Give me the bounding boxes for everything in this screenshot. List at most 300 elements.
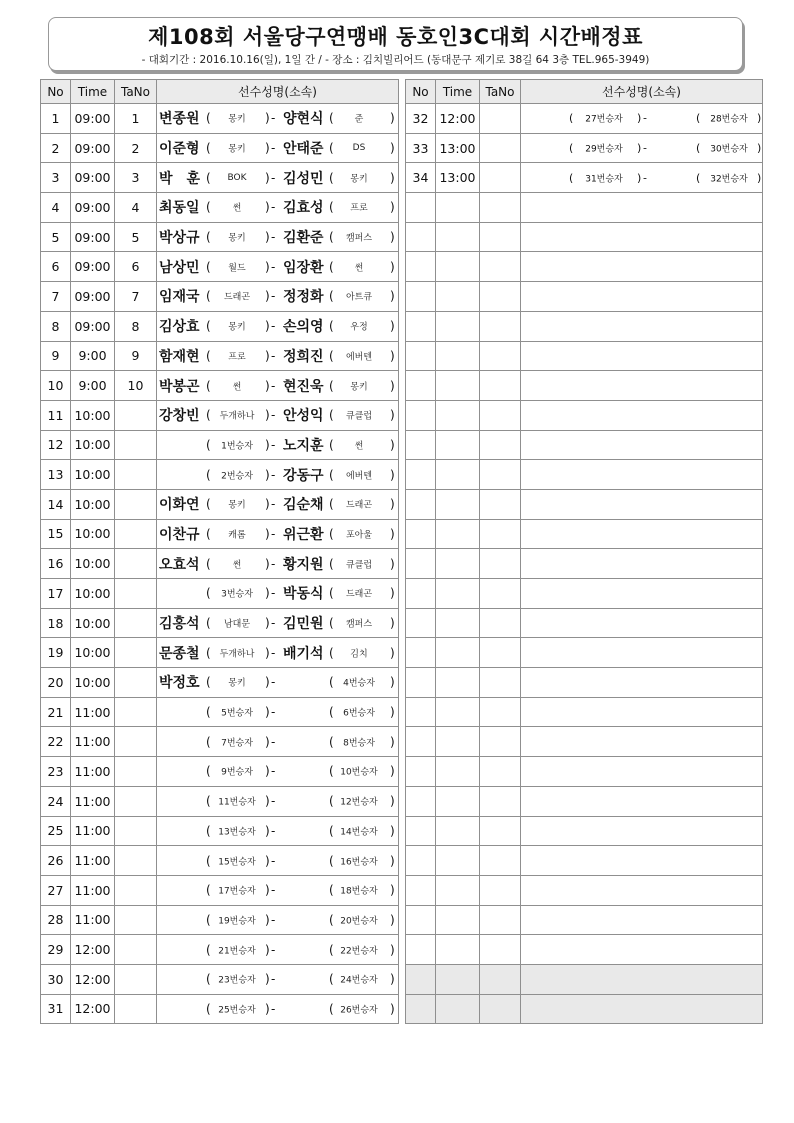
paren-close: ) — [637, 141, 642, 155]
cell-tano — [115, 579, 157, 609]
player2-name: 손의영 — [283, 319, 324, 336]
cell-tano — [480, 193, 521, 223]
player2-club: 12번승자 — [340, 797, 378, 808]
player1-club: 5번승자 — [221, 708, 253, 719]
paren-open: ( — [206, 259, 211, 274]
cell-no: 16 — [41, 549, 71, 579]
table-row — [41, 341, 399, 371]
cell-no: 9 — [41, 341, 71, 371]
vs-dash: - — [271, 467, 276, 482]
player1-club: 두개하나 — [219, 649, 255, 660]
paren-open: ( — [329, 853, 334, 868]
cell-players — [521, 935, 763, 965]
paren-open: ( — [206, 556, 211, 571]
match-pair — [157, 847, 398, 875]
cell-players — [157, 875, 399, 905]
cell-players — [157, 905, 399, 935]
cell-no: 6 — [41, 252, 71, 282]
table-row — [41, 371, 399, 401]
player1-club: 두개하나 — [219, 411, 255, 422]
player1-club: 29번승자 — [585, 144, 623, 155]
paren-open: ( — [206, 378, 211, 393]
cell-players — [521, 519, 763, 549]
player1-club: 몽키 — [228, 322, 246, 333]
cell-no — [406, 282, 436, 312]
player2-name: 김민원 — [283, 616, 324, 633]
cell-time: 12:00 — [71, 964, 115, 994]
player1-name: 함재현 — [159, 348, 200, 365]
cell-tano — [480, 668, 521, 698]
cell-tano — [480, 489, 521, 519]
paren-close: ) — [265, 794, 270, 809]
paren-open: ( — [206, 675, 211, 690]
cell-no — [406, 994, 436, 1024]
paren-close: ) — [265, 170, 270, 185]
player2-name: 김성민 — [283, 170, 324, 187]
cell-time: 11:00 — [71, 816, 115, 846]
match-pair — [521, 164, 762, 192]
player2-club: 드래곤 — [345, 500, 373, 511]
cell-time — [436, 222, 480, 252]
cell-no: 21 — [41, 697, 71, 727]
cell-no — [406, 311, 436, 341]
cell-time — [436, 875, 480, 905]
paren-open: ( — [206, 141, 211, 156]
vs-dash: - — [271, 378, 276, 393]
cell-tano — [480, 133, 521, 163]
paren-close: ) — [265, 823, 270, 838]
cell-time — [436, 311, 480, 341]
paren-open: ( — [206, 467, 211, 482]
vs-dash: - — [271, 259, 276, 274]
cell-tano — [480, 549, 521, 579]
cell-time — [436, 252, 480, 282]
table-row — [41, 311, 399, 341]
cell-time — [436, 549, 480, 579]
paren-close: ) — [390, 467, 395, 482]
cell-players — [157, 935, 399, 965]
player1-club: 11번승자 — [218, 797, 256, 808]
empty-row — [406, 430, 763, 460]
cell-players — [157, 104, 399, 134]
table-row — [41, 846, 399, 876]
match-pair — [157, 372, 398, 400]
paren-close: ) — [390, 200, 395, 215]
paren-open: ( — [206, 942, 211, 957]
player2-club: 프로 — [350, 203, 368, 214]
player1-club: 7번승자 — [221, 738, 253, 749]
player1-club: 남대문 — [223, 619, 251, 630]
col-header-no: No — [406, 80, 436, 104]
paren-close: ) — [265, 467, 270, 482]
cell-no: 31 — [41, 994, 71, 1024]
cell-players — [157, 489, 399, 519]
player1-name: 최동일 — [159, 200, 200, 217]
cell-time: 10:00 — [71, 549, 115, 579]
paren-close: ) — [390, 794, 395, 809]
cell-tano — [480, 905, 521, 935]
table-row — [41, 935, 399, 965]
match-pair — [157, 728, 398, 756]
paren-close: ) — [265, 764, 270, 779]
cell-players — [521, 311, 763, 341]
player1-name: 임재국 — [159, 289, 200, 306]
match-pair — [157, 282, 398, 310]
player2-name: 김순채 — [283, 497, 324, 514]
paren-close: ) — [265, 526, 270, 541]
paren-close: ) — [265, 348, 270, 363]
cell-tano — [480, 727, 521, 757]
cell-time: 9:00 — [71, 371, 115, 401]
player2-club: 몽키 — [350, 174, 368, 185]
cell-players — [521, 579, 763, 609]
cell-players — [157, 519, 399, 549]
player1-club: 몽키 — [228, 144, 246, 155]
cell-no: 4 — [41, 193, 71, 223]
player1-club: 캐롬 — [228, 530, 246, 541]
paren-open: ( — [329, 794, 334, 809]
player2-name: 박동식 — [283, 586, 324, 603]
paren-open: ( — [329, 348, 334, 363]
match-pair — [157, 134, 398, 162]
paren-close: ) — [265, 556, 270, 571]
cell-time: 9:00 — [71, 341, 115, 371]
player2-club: 큐클럽 — [345, 411, 373, 422]
cell-no: 13 — [41, 460, 71, 490]
paren-close: ) — [390, 437, 395, 452]
player2-name: 현진욱 — [283, 378, 324, 395]
paren-close: ) — [637, 171, 642, 185]
col-header-players: 선수성명(소속) — [521, 80, 763, 104]
cell-no: 25 — [41, 816, 71, 846]
cell-players — [157, 133, 399, 163]
vs-dash: - — [271, 616, 276, 631]
vs-dash: - — [271, 645, 276, 660]
cell-players — [157, 638, 399, 668]
table-row — [41, 430, 399, 460]
player2-club: 몽키 — [350, 382, 368, 393]
paren-close: ) — [390, 408, 395, 423]
cell-no — [406, 549, 436, 579]
cell-players — [157, 371, 399, 401]
table-row — [41, 608, 399, 638]
player2-club: 캠퍼스 — [345, 233, 373, 244]
cell-time: 10:00 — [71, 489, 115, 519]
paren-close: ) — [390, 319, 395, 334]
match-pair — [157, 579, 398, 607]
cell-time — [436, 727, 480, 757]
paren-open: ( — [329, 230, 334, 245]
vs-dash: - — [643, 171, 647, 185]
cell-players — [157, 757, 399, 787]
player1-name: 이화연 — [159, 497, 200, 514]
cell-time — [436, 608, 480, 638]
paren-close: ) — [390, 734, 395, 749]
cell-time — [436, 193, 480, 223]
cell-tano — [480, 579, 521, 609]
match-pair — [157, 193, 398, 221]
player2-name: 위근환 — [283, 526, 324, 543]
table-row — [41, 133, 399, 163]
document-subtitle: - 대회기간 : 2016.10.16(일), 1일 간 / - 장소 : 김치빌리어드 (동대문구 제기로 38길 64 3층 TEL.965-3949) — [141, 54, 650, 66]
paren-close: ) — [265, 883, 270, 898]
empty-row — [406, 964, 763, 994]
player2-club: 우정 — [350, 322, 368, 333]
vs-dash: - — [643, 141, 647, 155]
match-pair — [157, 550, 398, 578]
cell-time — [436, 638, 480, 668]
cell-time — [436, 816, 480, 846]
title-box — [48, 17, 743, 71]
cell-players — [521, 371, 763, 401]
cell-players — [157, 430, 399, 460]
match-pair — [157, 787, 398, 815]
table-row — [406, 133, 763, 163]
cell-players — [521, 786, 763, 816]
cell-tano — [480, 697, 521, 727]
paren-close: ) — [265, 497, 270, 512]
cell-players — [521, 252, 763, 282]
cell-time — [436, 846, 480, 876]
vs-dash: - — [271, 853, 276, 868]
cell-no — [406, 935, 436, 965]
cell-tano — [480, 341, 521, 371]
cell-tano — [480, 935, 521, 965]
empty-row — [406, 489, 763, 519]
paren-close: ) — [265, 705, 270, 720]
match-pair — [521, 104, 762, 132]
vs-dash: - — [271, 497, 276, 512]
cell-no: 10 — [41, 371, 71, 401]
match-pair — [157, 312, 398, 340]
empty-row — [406, 727, 763, 757]
player2-name: 배기석 — [283, 645, 324, 662]
cell-players — [157, 668, 399, 698]
player2-name: 정정화 — [283, 289, 324, 306]
vs-dash: - — [271, 437, 276, 452]
match-pair — [157, 817, 398, 845]
cell-no — [406, 727, 436, 757]
player1-club: 몽키 — [228, 500, 246, 511]
cell-tano — [115, 935, 157, 965]
cell-players — [157, 697, 399, 727]
player1-name: 박 훈 — [159, 170, 201, 187]
cell-tano — [480, 608, 521, 638]
player1-club: 17번승자 — [218, 886, 256, 897]
cell-no: 26 — [41, 846, 71, 876]
cell-tano — [480, 371, 521, 401]
cell-time: 10:00 — [71, 400, 115, 430]
cell-time: 09:00 — [71, 133, 115, 163]
cell-time: 12:00 — [71, 994, 115, 1024]
cell-no: 11 — [41, 400, 71, 430]
paren-close: ) — [265, 230, 270, 245]
cell-no: 34 — [406, 163, 436, 193]
paren-close: ) — [265, 675, 270, 690]
paren-open: ( — [329, 259, 334, 274]
player1-club: 1번승자 — [221, 441, 253, 452]
player2-club: DS — [352, 143, 366, 154]
col-header-time: Time — [71, 80, 115, 104]
cell-tano — [115, 400, 157, 430]
cell-players — [521, 549, 763, 579]
player1-club: 9번승자 — [221, 767, 253, 778]
cell-tano: 4 — [115, 193, 157, 223]
table-row — [41, 549, 399, 579]
paren-open: ( — [329, 141, 334, 156]
match-pair — [157, 995, 398, 1023]
paren-open: ( — [329, 675, 334, 690]
paren-open: ( — [206, 319, 211, 334]
cell-tano — [115, 964, 157, 994]
cell-tano — [115, 668, 157, 698]
cell-players — [521, 846, 763, 876]
player1-name: 박정호 — [159, 675, 200, 692]
cell-no — [406, 697, 436, 727]
cell-players — [521, 638, 763, 668]
player2-name: 황지원 — [283, 556, 324, 573]
player1-club: 27번승자 — [585, 114, 623, 125]
cell-tano — [115, 786, 157, 816]
paren-close: ) — [265, 853, 270, 868]
cell-tano — [480, 252, 521, 282]
paren-close: ) — [390, 556, 395, 571]
cell-tano: 2 — [115, 133, 157, 163]
cell-players — [157, 994, 399, 1024]
paren-close: ) — [757, 171, 762, 185]
cell-no: 32 — [406, 104, 436, 134]
paren-close: ) — [390, 853, 395, 868]
player2-club: 20번승자 — [340, 916, 378, 927]
cell-players — [521, 875, 763, 905]
empty-row — [406, 400, 763, 430]
paren-open: ( — [206, 526, 211, 541]
paren-close: ) — [265, 616, 270, 631]
cell-time: 10:00 — [71, 519, 115, 549]
cell-time: 09:00 — [71, 222, 115, 252]
player1-name: 오효석 — [159, 556, 200, 573]
cell-tano — [115, 638, 157, 668]
cell-no — [406, 341, 436, 371]
vs-dash: - — [271, 942, 276, 957]
paren-close: ) — [265, 437, 270, 452]
paren-close: ) — [390, 1001, 395, 1016]
paren-close: ) — [390, 616, 395, 631]
player1-name: 변종원 — [159, 111, 200, 128]
empty-row — [406, 460, 763, 490]
cell-players — [521, 430, 763, 460]
cell-players — [157, 282, 399, 312]
paren-open: ( — [206, 853, 211, 868]
cell-no: 22 — [41, 727, 71, 757]
paren-open: ( — [329, 467, 334, 482]
cell-no: 18 — [41, 608, 71, 638]
paren-close: ) — [265, 586, 270, 601]
paren-close: ) — [390, 675, 395, 690]
table-row — [41, 252, 399, 282]
paren-close: ) — [637, 111, 642, 125]
paren-open: ( — [329, 972, 334, 987]
cell-time — [436, 964, 480, 994]
cell-tano: 8 — [115, 311, 157, 341]
empty-row — [406, 341, 763, 371]
match-pair — [157, 698, 398, 726]
paren-close: ) — [390, 230, 395, 245]
paren-open: ( — [329, 912, 334, 927]
vs-dash: - — [271, 141, 276, 156]
col-header-players: 선수성명(소속) — [157, 80, 399, 104]
match-pair — [157, 668, 398, 696]
paren-open: ( — [206, 289, 211, 304]
cell-time: 11:00 — [71, 727, 115, 757]
paren-open: ( — [206, 348, 211, 363]
player2-name: 강동구 — [283, 467, 324, 484]
cell-players — [157, 163, 399, 193]
cell-time — [436, 341, 480, 371]
cell-players — [157, 311, 399, 341]
cell-time: 13:00 — [436, 133, 480, 163]
cell-tano: 3 — [115, 163, 157, 193]
player2-club: 아트큐 — [345, 292, 373, 303]
cell-no: 28 — [41, 905, 71, 935]
player1-club: 3번승자 — [221, 589, 253, 600]
paren-open: ( — [329, 289, 334, 304]
player1-club: 썬 — [232, 560, 242, 571]
vs-dash: - — [271, 823, 276, 838]
cell-time — [436, 935, 480, 965]
cell-tano — [480, 400, 521, 430]
cell-no — [406, 846, 436, 876]
paren-open: ( — [206, 111, 211, 126]
cell-time: 09:00 — [71, 282, 115, 312]
cell-time: 09:00 — [71, 193, 115, 223]
cell-tano — [480, 846, 521, 876]
paren-open: ( — [206, 437, 211, 452]
paren-close: ) — [265, 111, 270, 126]
player2-club: 22번승자 — [340, 946, 378, 957]
vs-dash: - — [271, 111, 276, 126]
cell-no — [406, 638, 436, 668]
match-pair — [157, 609, 398, 637]
player1-club: 몽키 — [228, 233, 246, 244]
paren-open: ( — [569, 141, 574, 155]
player1-name: 남상민 — [159, 259, 200, 276]
cell-tano — [115, 994, 157, 1024]
cell-no — [406, 905, 436, 935]
table-row — [41, 964, 399, 994]
cell-tano: 5 — [115, 222, 157, 252]
cell-tano — [115, 697, 157, 727]
paren-open: ( — [329, 823, 334, 838]
vs-dash: - — [271, 912, 276, 927]
cell-no: 14 — [41, 489, 71, 519]
player2-club: 6번승자 — [343, 708, 375, 719]
player2-club: 10번승자 — [340, 767, 378, 778]
col-header-tano: TaNo — [115, 80, 157, 104]
player1-name: 박봉곤 — [159, 378, 200, 395]
cell-time: 09:00 — [71, 163, 115, 193]
match-pair — [157, 936, 398, 964]
vs-dash: - — [271, 794, 276, 809]
paren-open: ( — [329, 319, 334, 334]
paren-open: ( — [206, 1001, 211, 1016]
player2-club: 24번승자 — [340, 975, 378, 986]
cell-time — [436, 430, 480, 460]
cell-time: 09:00 — [71, 252, 115, 282]
empty-row — [406, 519, 763, 549]
player2-name: 노지훈 — [283, 437, 324, 454]
cell-no: 7 — [41, 282, 71, 312]
